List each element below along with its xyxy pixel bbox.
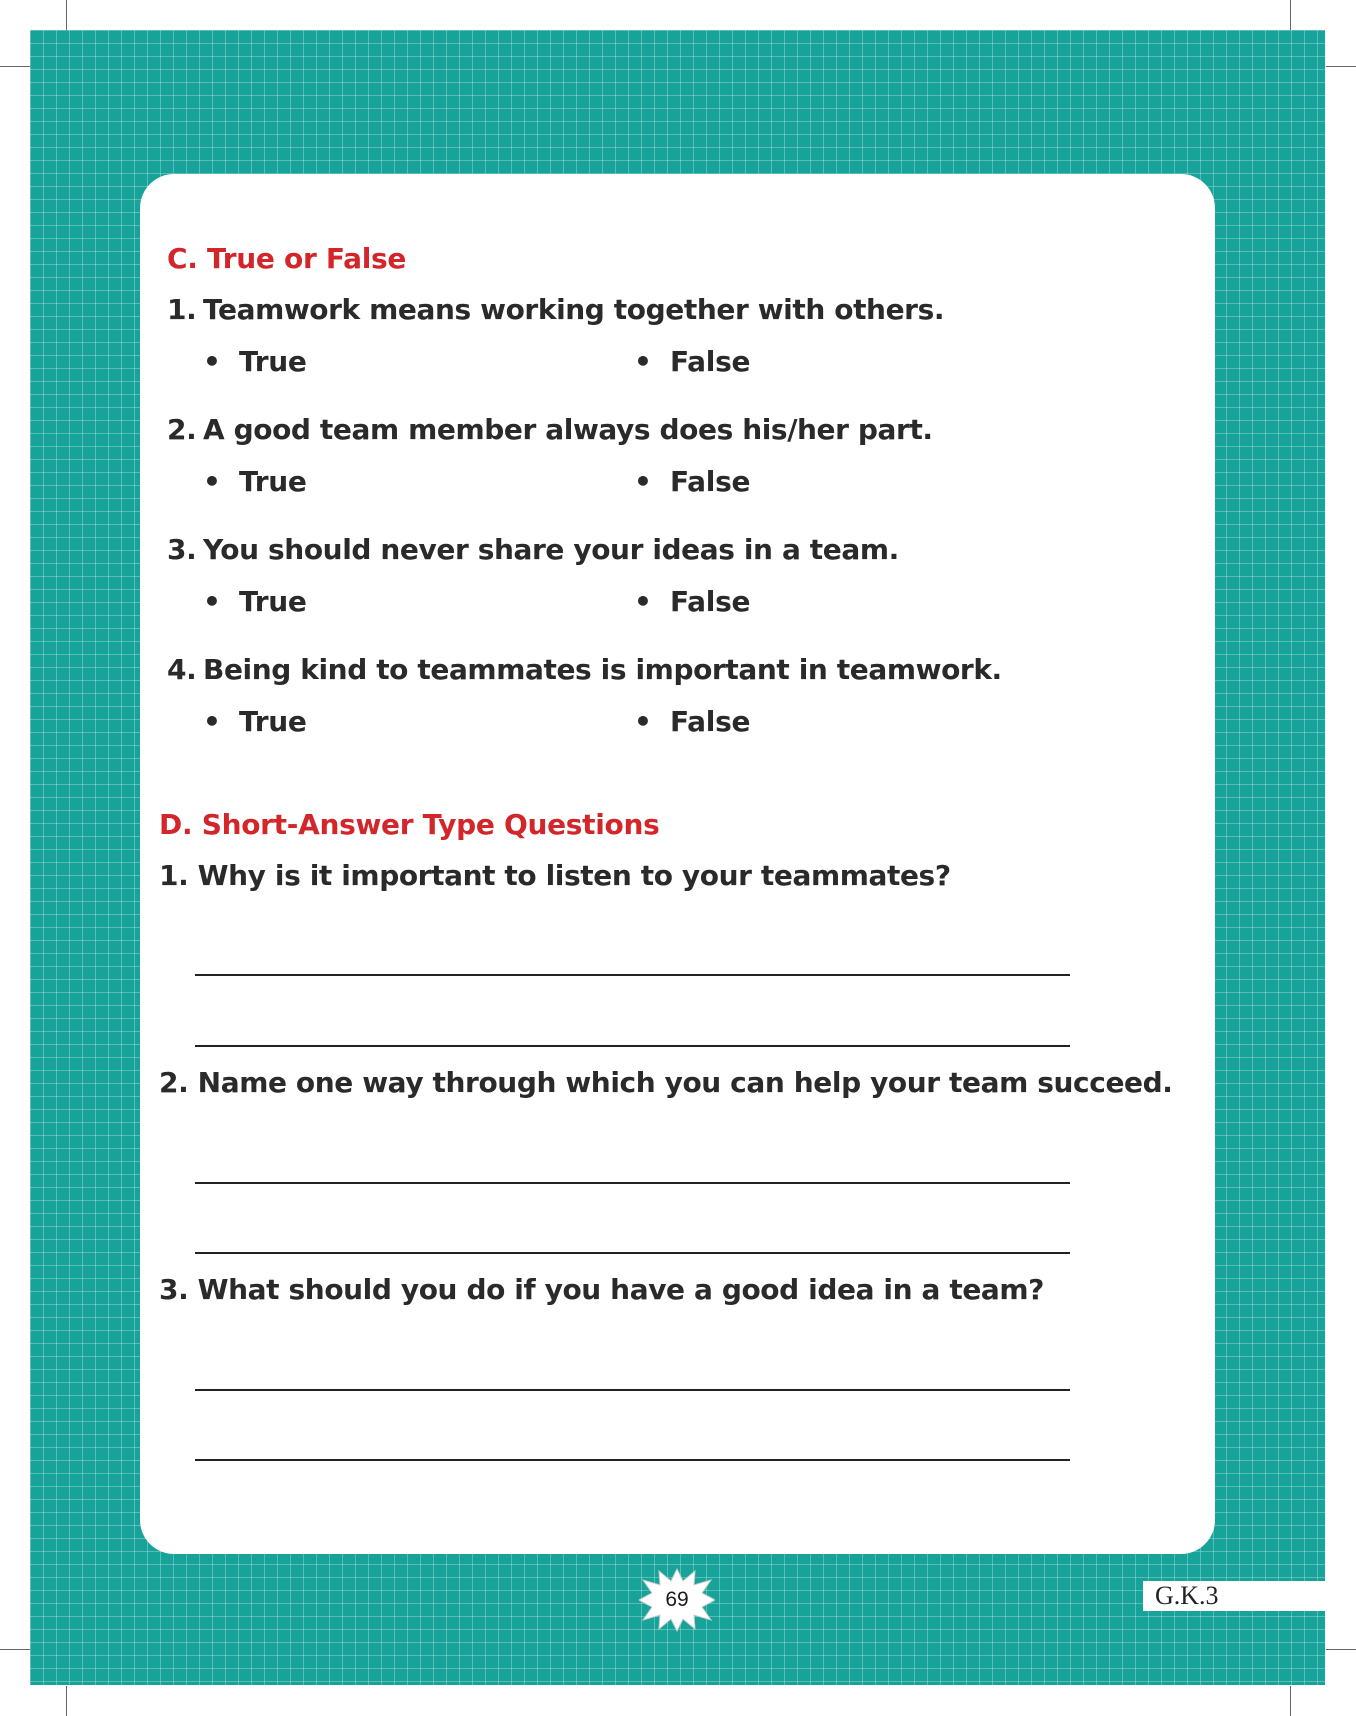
question-number: 4. [167,653,197,686]
section-d-title: D. Short-Answer Type Questions [159,808,660,841]
book-code-tag: G.K.3 [1143,1581,1327,1611]
answer-line[interactable] [195,1182,1070,1184]
crop-mark [1290,1686,1291,1716]
tf-option-true[interactable]: • True [203,705,307,738]
bullet-icon: • [634,705,652,738]
tf-option-true[interactable]: • True [203,465,307,498]
short-question-2: 2. Name one way through which you can help your team succeed. [159,1066,1173,1099]
bullet-icon: • [203,345,221,378]
answer-line[interactable] [195,1252,1070,1254]
crop-mark [0,66,30,67]
page-number-badge [639,1568,715,1632]
crop-mark [1290,0,1291,30]
question-text: A good team member always does his/her part. [203,413,933,446]
answer-line[interactable] [195,1389,1070,1391]
crop-mark [0,1649,30,1650]
question-text: You should never share your ideas in a team. [203,533,899,566]
bullet-icon: • [203,585,221,618]
page-number: 69 [665,1588,689,1611]
tf-option-true[interactable]: • True [203,585,307,618]
tf-question-1 [167,293,944,326]
answer-line[interactable] [195,974,1070,976]
bullet-icon: • [634,585,652,618]
question-number: 1. [167,293,197,326]
question-number: 3. [167,533,197,566]
bullet-icon: • [634,345,652,378]
question-text: Teamwork means working together with others. [203,293,945,326]
section-c-title: C. True or False [167,242,407,275]
tf-option-false[interactable]: • False [634,705,751,738]
crop-mark [66,0,67,30]
question-number: 2. [167,413,197,446]
question-text: Being kind to teammates is important in teamwork. [203,653,1002,686]
bullet-icon: • [634,465,652,498]
crop-mark [1326,66,1356,67]
tf-option-false[interactable]: • False [634,345,751,378]
answer-line[interactable] [195,1459,1070,1461]
bullet-icon: • [203,465,221,498]
bullet-icon: • [203,705,221,738]
crop-mark [1326,1649,1356,1650]
answer-line[interactable] [195,1045,1070,1047]
tf-option-true[interactable]: • True [203,345,307,378]
worksheet-card [140,174,1215,1554]
tf-option-false[interactable]: • False [634,585,751,618]
short-question-3: 3. What should you do if you have a good idea in a team? [159,1273,1045,1306]
short-question-1: 1. Why is it important to listen to your teammates? [159,859,951,892]
tf-question-4 [167,653,1002,686]
tf-question-3 [167,533,899,566]
crop-mark [66,1686,67,1716]
tf-option-false[interactable]: • False [634,465,751,498]
tf-question-2 [167,413,933,446]
